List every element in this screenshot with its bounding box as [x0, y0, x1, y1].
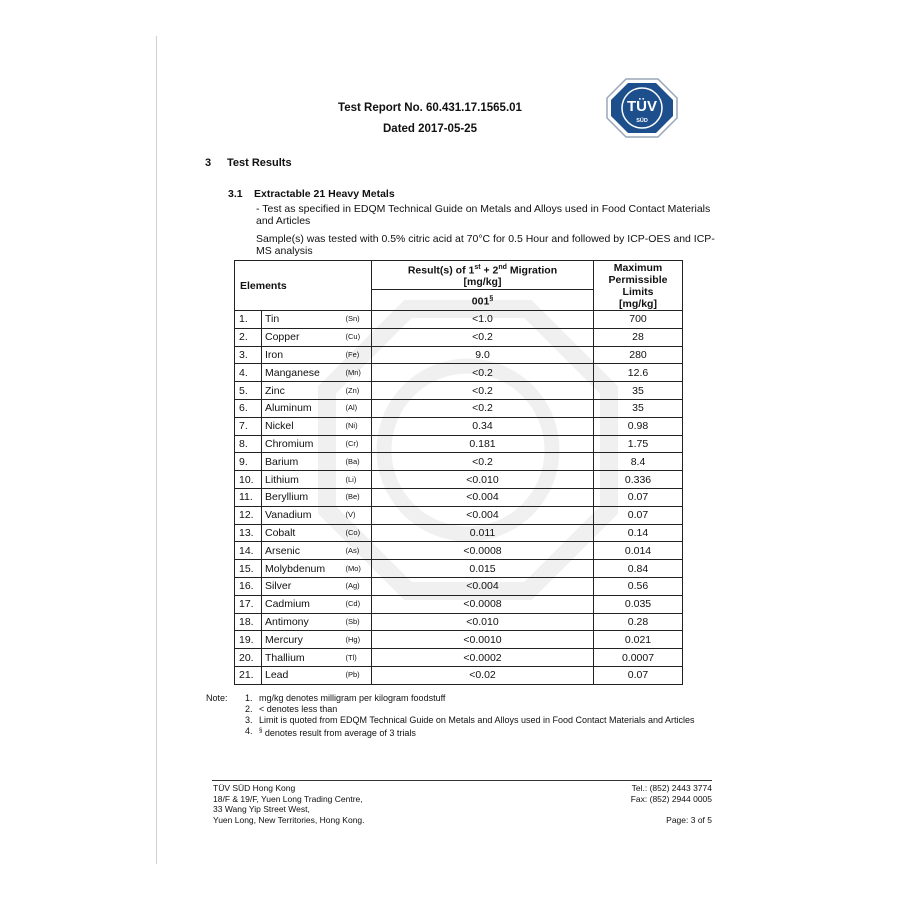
footer-fax: Fax: (852) 2944 0005	[630, 793, 712, 804]
row-number: 3.	[235, 346, 262, 364]
note-number: 2.	[245, 704, 253, 714]
result-value: 0.34	[372, 417, 594, 435]
element-symbol: (Co)	[338, 524, 372, 542]
element-symbol: (Hg)	[338, 631, 372, 649]
result-value: <0.010	[372, 471, 594, 489]
row-number: 16.	[235, 577, 262, 595]
note-text: denotes result from average of 3 trials	[262, 728, 416, 738]
footer-address	[213, 783, 365, 825]
element-symbol: (Cu)	[338, 328, 372, 346]
note-text: < denotes less than	[259, 704, 338, 714]
element-name: Vanadium	[262, 506, 338, 524]
element-name: Nickel	[262, 417, 338, 435]
sample-id-text: 001	[471, 295, 490, 308]
sample-condition-text: Sample(s) was tested with 0.5% citric acid at 70°C for 0.5 Hour and followed by ICP-OES and ICP-MS analysis	[256, 233, 715, 257]
note-text: Limit is quoted from EDQM Technical Guide on Metals and Alloys used in Food Contact Materials and Articles	[259, 715, 695, 725]
row-number: 18.	[235, 613, 262, 631]
limit-header	[594, 261, 683, 311]
limit-value: 0.0007	[594, 649, 683, 667]
table-row	[235, 524, 683, 542]
row-number: 13.	[235, 524, 262, 542]
result-value: <0.0008	[372, 542, 594, 560]
table-row	[235, 506, 683, 524]
limit-value: 12.6	[594, 364, 683, 382]
note-number: 4.	[245, 726, 253, 736]
element-name: Thallium	[262, 649, 338, 667]
table-row	[235, 417, 683, 435]
element-name: Antimony	[262, 613, 338, 631]
limit-value: 35	[594, 382, 683, 400]
note-item	[245, 704, 705, 715]
table-body	[235, 311, 683, 685]
element-name: Aluminum	[262, 399, 338, 417]
note-item	[245, 693, 705, 704]
footer-address-line3: Yuen Long, New Territories, Hong Kong.	[213, 814, 365, 825]
sample-id-header	[372, 290, 594, 311]
row-number: 7.	[235, 417, 262, 435]
element-symbol: (Fe)	[338, 346, 372, 364]
limit-value: 0.035	[594, 595, 683, 613]
table-row	[235, 577, 683, 595]
tuv-sud-logo-icon	[606, 78, 678, 138]
note-item	[245, 726, 705, 739]
result-value: <1.0	[372, 311, 594, 329]
element-symbol: (Cr)	[338, 435, 372, 453]
row-number: 12.	[235, 506, 262, 524]
result-value: <0.02	[372, 666, 594, 684]
element-name: Barium	[262, 453, 338, 471]
section-3-heading	[205, 157, 292, 169]
element-name: Lithium	[262, 471, 338, 489]
note-item	[245, 715, 705, 726]
row-number: 2.	[235, 328, 262, 346]
table-row	[235, 399, 683, 417]
note-number: 3.	[245, 715, 253, 725]
footer-contact	[560, 783, 712, 825]
row-number: 20.	[235, 649, 262, 667]
table-row	[235, 311, 683, 329]
element-symbol: (V)	[338, 506, 372, 524]
row-number: 9.	[235, 453, 262, 471]
footer-address-line1: 18/F & 19/F, Yuen Long Trading Centre,	[213, 793, 363, 804]
row-number: 4.	[235, 364, 262, 382]
element-symbol: (Ag)	[338, 577, 372, 595]
table-row	[235, 595, 683, 613]
row-number: 8.	[235, 435, 262, 453]
limit-value: 0.84	[594, 560, 683, 578]
table-row	[235, 382, 683, 400]
element-symbol: (Pb)	[338, 666, 372, 684]
report-number: Test Report No. 60.431.17.1565.01	[338, 102, 522, 114]
table-row	[235, 346, 683, 364]
page-edge	[156, 36, 157, 864]
row-number: 1.	[235, 311, 262, 329]
result-header-sup1: st	[474, 263, 481, 271]
section-3-1-heading	[228, 188, 395, 200]
limit-value: 0.336	[594, 471, 683, 489]
table-row	[235, 631, 683, 649]
element-name: Beryllium	[262, 488, 338, 506]
element-symbol: (Tl)	[338, 649, 372, 667]
note-number: 1.	[245, 693, 253, 703]
result-value: <0.004	[372, 506, 594, 524]
limit-value: 0.28	[594, 613, 683, 631]
notes-list	[245, 693, 705, 739]
result-header-post: Migration	[506, 264, 558, 277]
result-value: <0.2	[372, 382, 594, 400]
result-header-unit: [mg/kg]	[463, 276, 502, 289]
table-row	[235, 453, 683, 471]
table-row	[235, 435, 683, 453]
table-row	[235, 488, 683, 506]
element-symbol: (Li)	[338, 471, 372, 489]
limit-header-unit: [mg/kg]	[619, 297, 657, 310]
row-number: 14.	[235, 542, 262, 560]
element-symbol: (Sn)	[338, 311, 372, 329]
limit-value: 0.07	[594, 666, 683, 684]
table-row	[235, 560, 683, 578]
result-value: 0.181	[372, 435, 594, 453]
table-row	[235, 364, 683, 382]
element-name: Zinc	[262, 382, 338, 400]
table-row	[235, 542, 683, 560]
limit-header-line2: Permissible	[608, 273, 668, 286]
element-name: Lead	[262, 666, 338, 684]
limit-value: 0.07	[594, 506, 683, 524]
element-name: Chromium	[262, 435, 338, 453]
limit-value: 1.75	[594, 435, 683, 453]
limit-value: 0.56	[594, 577, 683, 595]
result-value: <0.004	[372, 577, 594, 595]
row-number: 6.	[235, 399, 262, 417]
table-row	[235, 666, 683, 684]
result-value: 0.015	[372, 560, 594, 578]
limit-header-line1: Maximum	[613, 261, 663, 274]
result-header-text: Result(s) of 1	[407, 264, 475, 277]
footer-address-line2: 33 Wang Yip Street West,	[213, 804, 310, 814]
logo-text-tuv: TÜV	[627, 98, 657, 115]
row-number: 10.	[235, 471, 262, 489]
logo-text-sud: SÜD	[636, 118, 648, 124]
table-row	[235, 471, 683, 489]
element-name: Copper	[262, 328, 338, 346]
heavy-metals-table	[234, 260, 683, 685]
limit-value: 0.014	[594, 542, 683, 560]
table-row	[235, 328, 683, 346]
element-symbol: (Cd)	[338, 595, 372, 613]
row-number: 5.	[235, 382, 262, 400]
table-row	[235, 613, 683, 631]
report-date: Dated 2017-05-25	[383, 123, 477, 135]
section-3-1-title: Extractable 21 Heavy Metals	[254, 188, 395, 200]
limit-value: 0.98	[594, 417, 683, 435]
sample-id-sup: §	[489, 294, 494, 302]
test-method-text: - Test as specified in EDQM Technical Guide on Metals and Alloys used in Food Contact Materials and Articles	[256, 203, 711, 227]
limit-value: 35	[594, 399, 683, 417]
element-name: Iron	[262, 346, 338, 364]
limit-value: 28	[594, 328, 683, 346]
element-name: Cobalt	[262, 524, 338, 542]
limit-value: 0.07	[594, 488, 683, 506]
section-3-number: 3	[205, 157, 212, 169]
elements-header: Elements	[235, 261, 372, 311]
result-value: <0.2	[372, 453, 594, 471]
page-number: Page: 3 of 5	[666, 814, 712, 825]
section-3-title: Test Results	[227, 157, 292, 169]
result-value: <0.2	[372, 399, 594, 417]
result-value: 0.011	[372, 524, 594, 542]
element-name: Molybdenum	[262, 560, 338, 578]
element-symbol: (As)	[338, 542, 372, 560]
element-name: Manganese	[262, 364, 338, 382]
result-header-sup2: nd	[498, 263, 507, 271]
limit-header-line3: Limits	[622, 285, 654, 298]
note-text: mg/kg denotes milligram per kilogram foodstuff	[259, 693, 446, 703]
table-row	[235, 649, 683, 667]
result-value: <0.2	[372, 364, 594, 382]
result-value: <0.010	[372, 613, 594, 631]
element-name: Mercury	[262, 631, 338, 649]
row-number: 17.	[235, 595, 262, 613]
footer-divider	[212, 780, 712, 781]
element-name: Silver	[262, 577, 338, 595]
element-symbol: (Zn)	[338, 382, 372, 400]
result-value: <0.2	[372, 328, 594, 346]
limit-value: 0.021	[594, 631, 683, 649]
footer-company: TÜV SÜD Hong Kong	[213, 783, 296, 793]
note-sup: §	[259, 728, 263, 734]
element-name: Arsenic	[262, 542, 338, 560]
limit-value: 0.14	[594, 524, 683, 542]
element-symbol: (Mo)	[338, 560, 372, 578]
row-number: 21.	[235, 666, 262, 684]
section-3-1-number: 3.1	[228, 188, 243, 200]
limit-value: 280	[594, 346, 683, 364]
limit-value: 700	[594, 311, 683, 329]
element-name: Cadmium	[262, 595, 338, 613]
element-symbol: (Mn)	[338, 364, 372, 382]
row-number: 15.	[235, 560, 262, 578]
element-symbol: (Sb)	[338, 613, 372, 631]
footer-tel: Tel.: (852) 2443 3774	[631, 783, 712, 793]
result-value: 9.0	[372, 346, 594, 364]
result-header-mid: + 2	[480, 264, 499, 277]
element-name: Tin	[262, 311, 338, 329]
result-value: <0.0010	[372, 631, 594, 649]
report-header	[300, 98, 560, 140]
element-symbol: (Al)	[338, 399, 372, 417]
result-value: <0.004	[372, 488, 594, 506]
result-header	[372, 261, 594, 290]
element-symbol: (Ba)	[338, 453, 372, 471]
limit-value: 8.4	[594, 453, 683, 471]
row-number: 19.	[235, 631, 262, 649]
note-label: Note:	[206, 693, 228, 703]
result-value: <0.0008	[372, 595, 594, 613]
element-symbol: (Be)	[338, 488, 372, 506]
result-value: <0.0002	[372, 649, 594, 667]
element-symbol: (Ni)	[338, 417, 372, 435]
row-number: 11.	[235, 488, 262, 506]
